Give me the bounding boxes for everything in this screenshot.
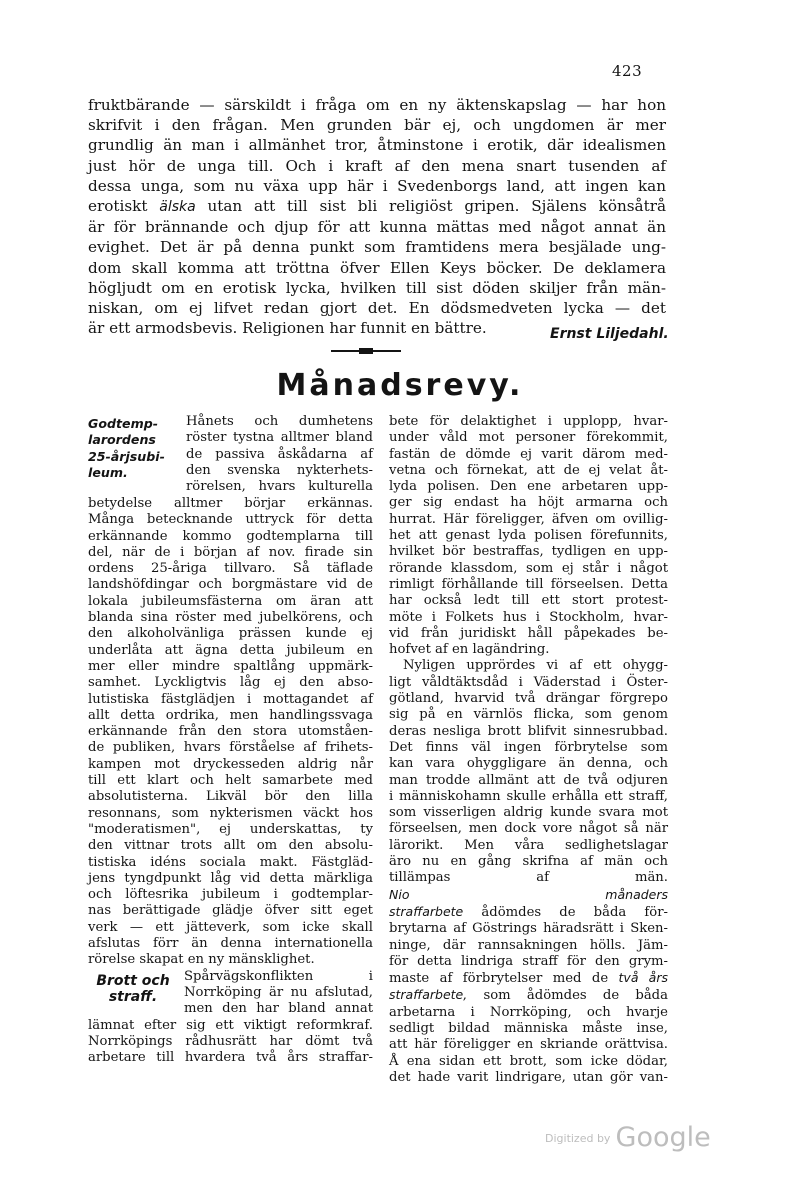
text-line: i människohamn skulle erhålla ett straff, bbox=[389, 788, 668, 804]
text-line: som visserligen aldrig kunde svara mot bbox=[389, 805, 668, 821]
text-line: Norrköpings rådhusrätt har dömt två bbox=[88, 1033, 373, 1049]
text-line: Många betecknande uttryck för detta bbox=[88, 512, 373, 528]
text-line: ligt våldtäktsdåd i Väderstad i Öster- bbox=[389, 674, 668, 690]
section-divider bbox=[331, 350, 401, 352]
text-line: arbetarna i Norrköping, och hvarje bbox=[389, 1004, 668, 1020]
text-line: den svenska nykterhets- bbox=[186, 462, 373, 478]
side-heading-line: Brott och bbox=[96, 972, 170, 989]
text-line: underlåta att ägna detta jubileum en bbox=[88, 642, 373, 658]
text-line: Nyligen upprördes vi af ett ohygg- bbox=[403, 658, 668, 674]
intro-line bbox=[88, 196, 666, 217]
intro-line: just hör de unga till. Och i kraft af den mena snart tusenden af bbox=[88, 156, 666, 175]
intro-line: är för brännande och djup för att kunna mättas med något annat än bbox=[88, 218, 666, 237]
text-line: tistiska idéns sociala makt. Fästgläd- bbox=[88, 854, 373, 870]
text-line: del, när de i början af nov. firade sin bbox=[88, 544, 373, 560]
text-fragment: som ådömdes de båda bbox=[483, 988, 668, 1004]
text-line: ninge, där rannsakningen hölls. Jäm- bbox=[389, 937, 668, 953]
text-line: kan vara ohyggligare än denna, och bbox=[389, 756, 668, 772]
text-line bbox=[389, 970, 668, 987]
intro-line: högljudt om en erotisk lycka, hvilken till sist döden skiljer från män- bbox=[88, 278, 666, 297]
text-line: det hade varit lindrigare, utan gör van- bbox=[389, 1069, 668, 1085]
text-line: till ett klart och helt samarbete med bbox=[88, 773, 373, 789]
text-line: hvilket bör bestraffas, tydligen en upp- bbox=[389, 544, 668, 560]
text-line: och löftesrika jubileum i godtemplar- bbox=[88, 887, 373, 903]
text-line: röster tystna alltmer bland bbox=[186, 430, 373, 446]
text-line: man trodde allmänt att de två odjuren bbox=[389, 772, 668, 788]
text-line: under våld mot personer förekommit, bbox=[389, 430, 668, 446]
digitized-watermark bbox=[545, 1122, 711, 1153]
text-line: de publiken, hvars förståelse af frihets- bbox=[88, 740, 373, 756]
text-fragment: maste af förbrytelser med de bbox=[389, 971, 609, 987]
text-line: den vittnar trots allt om den absolu- bbox=[88, 838, 373, 854]
text-line: erkännande kommo godtemplarna till bbox=[88, 528, 373, 544]
text-line: mer eller mindre spaltlång uppmärk- bbox=[88, 658, 373, 674]
side-heading-line: straff. bbox=[108, 988, 158, 1005]
text-line: har också ledt till ett stort protest- bbox=[389, 593, 668, 609]
text-line: bete för delaktighet i upplopp, hvar- bbox=[389, 414, 668, 429]
watermark-prefix: Digitized by bbox=[545, 1132, 611, 1145]
text-line: lärorikt. Men våra sedlighetslagar bbox=[389, 837, 668, 853]
text-line: sedligt bildad människa måste inse, bbox=[389, 1020, 668, 1036]
intro-line: evighet. Det är på denna punkt som framtidens mera besjälade ung- bbox=[88, 238, 666, 257]
right-column bbox=[389, 414, 668, 1086]
side-heading-line: Godtemp- bbox=[88, 416, 158, 431]
text-line: betydelse alltmer börjar erkännas. bbox=[88, 496, 373, 511]
side-heading-line: leum. bbox=[88, 464, 128, 480]
text-line: erkännande från den stora utomståen- bbox=[88, 724, 373, 740]
text-line: resonnans, som nykterismen väckt hos bbox=[88, 805, 373, 821]
text-line: för detta lindriga straff för den grym- bbox=[389, 953, 668, 969]
side-heading-line: 25-årjsubi- bbox=[88, 448, 165, 464]
text-line: lokala jubileumsfästerna om äran att bbox=[88, 593, 373, 609]
text-line bbox=[389, 887, 668, 904]
text-line: Å ena sidan ett brott, som icke dödar, bbox=[389, 1053, 668, 1069]
text-line: Spårvägskonflikten i bbox=[184, 968, 373, 984]
text-line: men den har bland annat bbox=[184, 1001, 373, 1017]
text-line bbox=[389, 904, 668, 921]
intro-line: grundlig än man i allmänhet tror, åtminstone i erotik, där idealismen bbox=[88, 136, 666, 155]
text-line: rörande klassdom, som ej står i något bbox=[389, 560, 668, 576]
text-line: lämnat efter sig ett viktigt reformkraf. bbox=[88, 1017, 373, 1033]
text-line: arbetare till hvardera två års straffar- bbox=[88, 1050, 373, 1066]
text-line: de passiva åskådarna af bbox=[186, 446, 373, 462]
intro-text: erotiskt bbox=[88, 197, 148, 216]
text-line: att här föreligger en skriande orättvisa. bbox=[389, 1037, 668, 1053]
intro-line: är ett armodsbevis. Religionen har funnit en bättre. bbox=[88, 319, 487, 338]
text-line: götland, hvarvid två drängar förgrepo bbox=[389, 691, 668, 707]
google-logo: Google bbox=[615, 1122, 711, 1153]
page-number: 423 bbox=[612, 62, 643, 80]
text-line: förseelsen, men dock vore något så när bbox=[389, 821, 668, 837]
intro-text: utan att till sist bli religiöst gripen. Själens könsåtrå bbox=[207, 197, 667, 216]
text-line: den alkoholvänliga prässen kunde ej bbox=[88, 626, 373, 642]
text-line: blanda sina röster med jubelkörens, och bbox=[88, 610, 373, 626]
intro-line: fruktbärande — särskildt i fråga om en ny äktenskapslag — har hon bbox=[88, 96, 666, 114]
text-line: lyda polisen. Den ene arbetaren upp- bbox=[389, 479, 668, 495]
text-line: hurrat. Här föreligger, äfven om ovillig- bbox=[389, 511, 668, 527]
intro-line: dom skall komma att tröttna öfver Ellen Keys böcker. De deklamera bbox=[88, 258, 666, 277]
text-line: deras nesliga brott blifvit sinnesrubbad. bbox=[389, 723, 668, 739]
text-line: jens tyngdpunkt låg vid detta märkliga bbox=[88, 870, 373, 886]
intro-line: skrifvit i den frågan. Men grunden bär ej, och ungdomen är mer bbox=[88, 116, 666, 135]
text-line: vetna och förnekat, att de ej velat åt- bbox=[389, 462, 668, 478]
text-line: nas berättigade glädje öfver sitt eget bbox=[88, 903, 373, 919]
text-line: "moderatismen", ej underskattas, ty bbox=[88, 821, 373, 837]
text-line: möte i Folkets hus i Stockholm, hvar- bbox=[389, 609, 668, 625]
emphasis-phrase: två års bbox=[618, 970, 668, 986]
text-line: rörelse skapat en ny mänsklighet. bbox=[88, 952, 315, 968]
text-line: verk — ett jätteverk, som icke skall bbox=[88, 919, 373, 935]
author-signature: Ernst Liljedahl. bbox=[550, 326, 669, 342]
text-line: ordens 25-åriga tillvaro. Så täflade bbox=[88, 561, 373, 577]
section-title: Månadsrevy. bbox=[276, 368, 524, 403]
text-line: rimligt förhållande till förseelsen. Detta bbox=[389, 576, 668, 592]
text-line: absolutisterna. Likväl bör den lilla bbox=[88, 789, 373, 805]
intro-line: dessa unga, som nu växa upp här i Svedenborgs land, att ingen kan bbox=[88, 176, 666, 195]
text-line: Norrköping är nu afslutad, bbox=[184, 984, 373, 1000]
text-line: landshöfdingar och borgmästare vid de bbox=[88, 577, 373, 593]
intro-line: niskan, om ej lifvet redan gjort det. En dödsmedveten lycka — det bbox=[88, 299, 666, 318]
text-line: het att genast lyda polisen förefunnits, bbox=[389, 528, 668, 544]
text-line: lutistiska fästglädjen i mottagandet af bbox=[88, 691, 373, 707]
text-line: fastän de dömde ej varit därom med- bbox=[389, 446, 668, 462]
side-heading-godtemplarordens bbox=[88, 416, 180, 496]
left-column bbox=[88, 414, 373, 1066]
side-heading-line: larordens bbox=[88, 432, 156, 448]
text-line: samhet. Lyckligtvis låg ej den abso- bbox=[88, 675, 373, 691]
emphasis-phrase: straffarbete, bbox=[389, 987, 468, 1003]
text-line: äro nu en gång skrifna af män och bbox=[389, 854, 668, 870]
side-heading-brott-och-straff bbox=[88, 973, 178, 1009]
text-fragment: ådömdes de båda för- bbox=[481, 904, 668, 920]
text-line bbox=[389, 987, 668, 1004]
text-line: kampen mot dryckesseden aldrig når bbox=[88, 756, 373, 772]
intro-paragraph bbox=[88, 95, 666, 338]
text-line: sig på en värnlös flicka, som genom bbox=[389, 707, 668, 723]
text-line: afslutas förr än denna internationella bbox=[88, 936, 373, 952]
emphasis-word: älska bbox=[159, 199, 196, 216]
emphasis-phrase: straffarbete bbox=[389, 903, 464, 919]
text-line: rörelsen, hvars kulturella bbox=[186, 479, 373, 495]
text-line: hofvet af en lagändring. bbox=[389, 642, 550, 658]
text-line: allt detta ordrika, men handlingssvaga bbox=[88, 707, 373, 723]
text-line: tillämpas af män. bbox=[389, 870, 668, 886]
text-line: ger sig endast ha höjt armarna och bbox=[389, 495, 668, 511]
emphasis-phrase: Nio månaders bbox=[389, 886, 668, 902]
text-line: vid från juridiskt håll påpekades be- bbox=[389, 625, 668, 641]
text-line: Hånets och dumhetens bbox=[186, 414, 373, 429]
text-line: brytarna af Göstrings häradsrätt i Sken- bbox=[389, 921, 668, 937]
text-line: Det finns väl ingen förbrytelse som bbox=[389, 739, 668, 755]
